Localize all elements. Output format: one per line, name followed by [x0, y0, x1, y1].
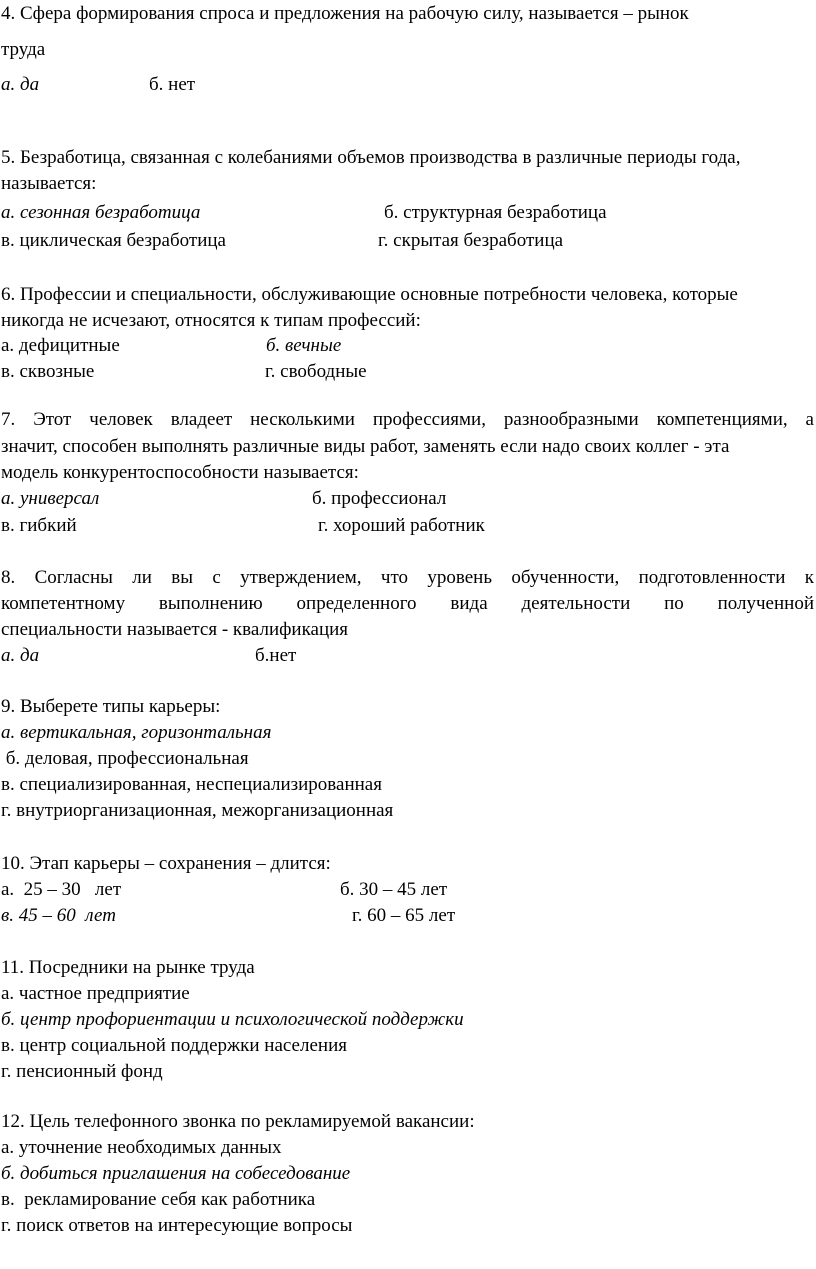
question-7-option-c: в. гибкий: [1, 515, 77, 536]
question-7-text-line-2: значит, способен выполнять различные виды работ, заменять если надо своих коллег - эта: [1, 436, 730, 457]
question-11-option-d: г. пенсионный фонд: [1, 1061, 163, 1082]
question-4-option-a: а. да: [1, 74, 40, 95]
question-8-option-b: б.нет: [255, 645, 297, 666]
question-5-option-b: б. структурная безработица: [384, 202, 607, 223]
question-8-text-line-1: 8. Согласны ли вы с утверждением, что уровень обученности, подготовленности к: [1, 567, 814, 588]
question-7-option-b: б. профессионал: [312, 488, 447, 509]
question-6-text-line-1: 6. Профессии и специальности, обслуживающие основные потребности человека, которые: [1, 284, 738, 305]
question-8-text-line-2: компетентному выполнению определенного вида деятельности по полученной: [1, 593, 814, 614]
question-7-option-a: а. универсал: [1, 488, 100, 509]
question-9-option-a: а. вертикальная, горизонтальная: [1, 722, 272, 743]
question-7-text-line-3: модель конкурентоспособности называется:: [1, 462, 359, 483]
question-4-text-line-1: 4. Сфера формирования спроса и предложения на рабочую силу, называется – рынок: [1, 3, 689, 24]
question-9-option-b: б. деловая, профессиональная: [1, 748, 249, 769]
question-12-text-line-1: 12. Цель телефонного звонка по рекламируемой вакансии:: [1, 1111, 475, 1132]
question-6-text-line-2: никогда не исчезают, относятся к типам профессий:: [1, 310, 421, 331]
question-10-text-line-1: 10. Этап карьеры – сохранения – длится:: [1, 853, 331, 874]
question-10-option-b: б. 30 – 45 лет: [340, 879, 448, 900]
question-7-text-line-1: 7. Этот человек владеет несколькими профессиями, разнообразными компетенциями, а: [1, 409, 814, 430]
question-10-option-c: в. 45 – 60 лет: [1, 905, 116, 926]
question-5-option-a: а. сезонная безработица: [1, 202, 201, 223]
question-11-option-a: а. частное предприятие: [1, 983, 190, 1004]
question-12-option-c: в. рекламирование себя как работника: [1, 1189, 316, 1210]
question-9-option-c: в. специализированная, неспециализированная: [1, 774, 382, 795]
question-5-option-c: в. циклическая безработица: [1, 230, 226, 251]
question-8-text-line-3: специальности называется - квалификация: [1, 619, 349, 640]
question-10-option-d: г. 60 – 65 лет: [352, 905, 456, 926]
question-9-text-line-1: 9. Выберете типы карьеры:: [1, 696, 221, 717]
question-12-option-d: г. поиск ответов на интересующие вопросы: [1, 1215, 353, 1236]
question-10-option-a: а. 25 – 30 лет: [1, 879, 122, 900]
question-6-option-d: г. свободные: [265, 361, 367, 382]
question-6-option-c: в. сквозные: [1, 361, 95, 382]
question-5-option-d: г. скрытая безработица: [378, 230, 564, 251]
question-11-option-c: в. центр социальной поддержки населения: [1, 1035, 347, 1056]
question-11-text-line-1: 11. Посредники на рынке труда: [1, 957, 255, 978]
question-12-option-a: а. уточнение необходимых данных: [1, 1137, 282, 1158]
question-5-text-line-2: называется:: [1, 173, 97, 194]
question-4-text-line-2: труда: [1, 39, 46, 60]
question-5-text-line-1: 5. Безработица, связанная с колебаниями объемов производства в различные периоды года,: [1, 147, 741, 168]
question-11-option-b: б. центр профориентации и психологической поддержки: [1, 1009, 464, 1030]
question-4-option-b: б. нет: [149, 74, 196, 95]
question-8-option-a: а. да: [1, 645, 40, 666]
question-7-option-d: г. хороший работник: [318, 515, 485, 536]
question-12-option-b: б. добиться приглашения на собеседование: [1, 1163, 351, 1184]
question-6-option-a: а. дефицитные: [1, 335, 120, 356]
question-6-option-b: б. вечные: [266, 335, 342, 356]
question-9-option-d: г. внутриорганизационная, межорганизационная: [1, 800, 394, 821]
